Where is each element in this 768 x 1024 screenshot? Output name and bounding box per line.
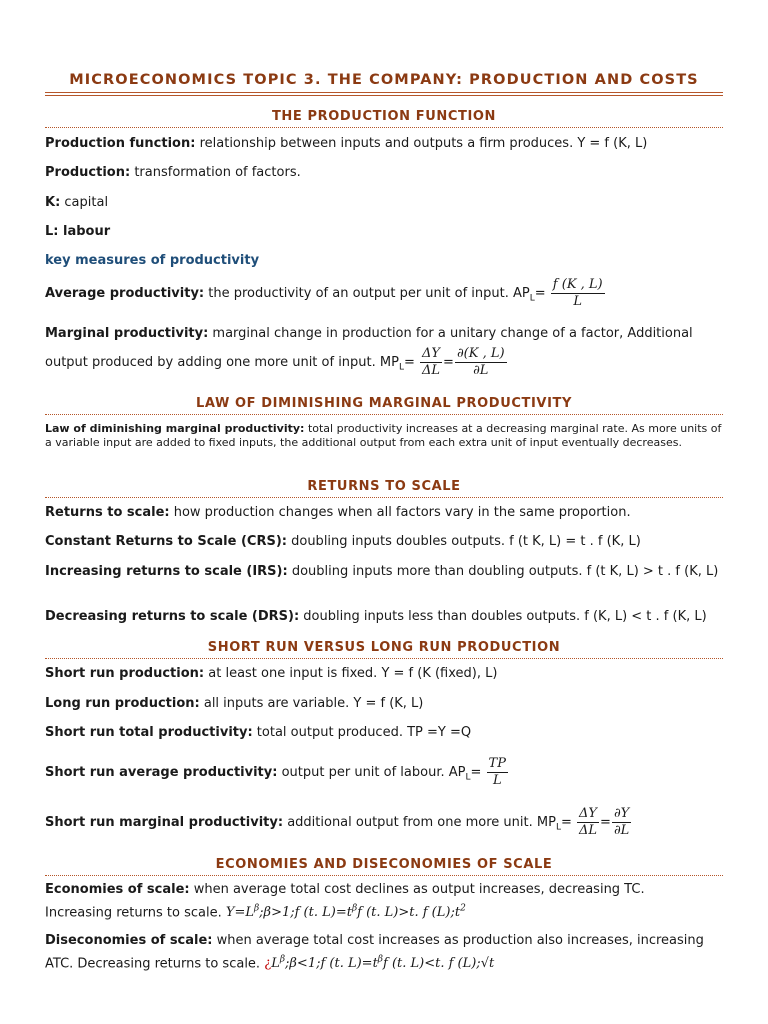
definition-diseconomies-of-scale — [45, 932, 723, 950]
section-heading-diminishing: LAW OF DIMINISHING MARGINAL PRODUCTIVITY — [196, 396, 572, 411]
equals-sign: = — [534, 286, 546, 301]
denominator: ΔL — [579, 823, 598, 838]
term: Returns to scale: — [45, 505, 170, 520]
term: Economies of scale: — [45, 882, 190, 897]
term: Production: — [45, 165, 131, 180]
term: L: labour — [45, 224, 111, 239]
subscript: L — [529, 293, 535, 304]
formula — [264, 956, 494, 971]
definition-text: when average total cost increases as production also increases, increasing — [212, 933, 704, 948]
definition-text: the productivity of an output per unit of input. AP — [204, 286, 530, 301]
superscript: β — [279, 955, 286, 965]
definition-text: doubling inputs less than doubles outputs. f (K, L) < t . f (K, L) — [299, 609, 707, 624]
definition-text: output produced by adding one more unit of input. MP — [45, 355, 399, 370]
section-divider — [45, 875, 723, 876]
term: Short run marginal productivity: — [45, 815, 284, 830]
denominator: ΔL — [422, 363, 441, 378]
inverted-question-mark: ¿ — [264, 956, 272, 972]
definition-long-run-production — [45, 695, 723, 713]
definition-crs — [45, 533, 723, 551]
formula-part: f (t. L)<t. f (L);√t — [383, 956, 495, 972]
formula-part: ;β>1;f (t. L)=t — [259, 905, 352, 921]
definition-text: at least one input is fixed. Y = f (K (fixed), L) — [204, 666, 498, 681]
term: Law of diminishing marginal productivity: — [45, 422, 305, 435]
definition-text: marginal change in production for a unitary change of a factor, Additional — [208, 326, 693, 341]
definition-text: ATC. Decreasing returns to scale. — [45, 956, 265, 972]
definition-text: additional output from one more unit. MP — [283, 815, 556, 830]
superscript: β — [253, 904, 260, 914]
term: Short run average productivity: — [45, 765, 278, 780]
numerator: ∂Y — [612, 806, 631, 823]
section-divider — [45, 658, 723, 659]
definition-irs — [45, 563, 723, 581]
section-divider — [45, 414, 723, 415]
superscript: β — [377, 955, 383, 965]
section-divider — [45, 497, 723, 498]
definition-short-run-production — [45, 665, 723, 683]
definition-text: all inputs are variable. Y = f (K, L) — [199, 696, 424, 711]
definition-text: doubling inputs doubles outputs. f (t K, L) = t . f (K, L) — [286, 534, 641, 549]
fraction — [455, 346, 507, 379]
term: Constant Returns to Scale (CRS): — [45, 534, 287, 549]
subscript: L — [465, 772, 471, 783]
page-title: MICROECONOMICS TOPIC 3. THE COMPANY: PRODUCTION AND COSTS — [69, 72, 699, 88]
marginal-productivity-line2 — [45, 346, 723, 379]
superscript: β — [351, 904, 358, 914]
term: Decreasing returns to scale (DRS): — [45, 609, 300, 624]
fraction — [577, 806, 599, 839]
section-heading-short-long: SHORT RUN VERSUS LONG RUN PRODUCTION — [207, 640, 561, 655]
term: Short run production: — [45, 666, 205, 681]
definition-production-function — [45, 135, 723, 153]
formula-part: f (t. L)>t. f (L);t — [357, 905, 461, 921]
formula-part: ;β<1;f (t. L)=t — [285, 956, 378, 972]
term: Marginal productivity: — [45, 326, 209, 341]
term: Long run production: — [45, 696, 200, 711]
subscript: L — [398, 362, 404, 373]
term: K: — [45, 195, 61, 210]
diseconomies-line2 — [45, 951, 723, 973]
fraction — [612, 806, 631, 839]
fraction — [420, 346, 442, 379]
section-divider — [45, 127, 723, 128]
definition-short-run-average — [45, 756, 723, 789]
term: Production function: — [45, 136, 196, 151]
equals-sign: = — [403, 355, 415, 370]
fraction — [487, 756, 508, 789]
term: Increasing returns to scale (IRS): — [45, 564, 288, 579]
equals-sign: = — [600, 815, 611, 830]
definition-text: relationship between inputs and outputs a firm produces. Y = f (K, L) — [195, 136, 648, 151]
definition-economies-of-scale — [45, 881, 723, 899]
definition-k — [45, 194, 723, 212]
numerator: ΔY — [420, 346, 442, 363]
definition-drs — [45, 608, 723, 626]
term: Short run total productivity: — [45, 725, 253, 740]
fraction — [551, 277, 605, 310]
numerator: ∂(K , L) — [456, 346, 505, 361]
definition-short-run-marginal — [45, 806, 723, 839]
definition-text: Increasing returns to scale. — [45, 905, 226, 921]
equals-sign: = — [443, 355, 454, 370]
definition-text: total productivity increases at a decreasing marginal rate. As more units of a variable input are added to fixed inputs, the additional output from each extra unit of input eventually decreases. — [45, 422, 722, 449]
definition-text: how production changes when all factors vary in the same proportion. — [169, 505, 631, 520]
section-heading-returns: RETURNS TO SCALE — [307, 479, 461, 494]
subscript: L — [555, 822, 561, 833]
definition-text: capital — [60, 195, 109, 210]
definition-production — [45, 164, 723, 182]
definition-text: doubling inputs more than doubling outputs. f (t K, L) > t . f (K, L) — [287, 564, 719, 579]
section-heading-economies: ECONOMIES AND DISECONOMIES OF SCALE — [215, 857, 553, 872]
definition-text: output per unit of labour. AP — [277, 765, 466, 780]
numerator: ΔY — [577, 806, 599, 823]
definition-text: when average total cost declines as output increases, decreasing TC. — [189, 882, 645, 897]
definition-short-run-total — [45, 724, 723, 742]
term: Diseconomies of scale: — [45, 933, 213, 948]
numerator: TP — [488, 756, 506, 771]
definition-text: total output produced. TP =Y =Q — [252, 725, 472, 740]
definition-l — [45, 223, 723, 241]
economies-line2 — [45, 900, 723, 922]
superscript: 2 — [460, 904, 466, 914]
definition-text: transformation of factors. — [130, 165, 301, 180]
title-divider — [45, 92, 723, 96]
denominator: ∂L — [473, 363, 489, 378]
section-heading-production-function: THE PRODUCTION FUNCTION — [271, 109, 497, 124]
definition-returns-to-scale — [45, 504, 723, 522]
formula-part: L — [271, 956, 280, 972]
equals-sign: = — [470, 765, 482, 780]
formula — [226, 905, 466, 920]
term: Average productivity: — [45, 286, 205, 301]
definition-marginal-productivity — [45, 325, 723, 343]
equals-sign: = — [560, 815, 572, 830]
subheading-key-measures: key measures of productivity — [45, 253, 260, 268]
definition-average-productivity — [45, 277, 723, 310]
formula-part: Y=L — [225, 905, 254, 921]
denominator: ∂L — [613, 823, 630, 838]
definition-diminishing — [45, 422, 723, 450]
denominator: L — [492, 773, 502, 788]
numerator: f (K , L) — [552, 277, 603, 292]
denominator: L — [573, 294, 583, 309]
